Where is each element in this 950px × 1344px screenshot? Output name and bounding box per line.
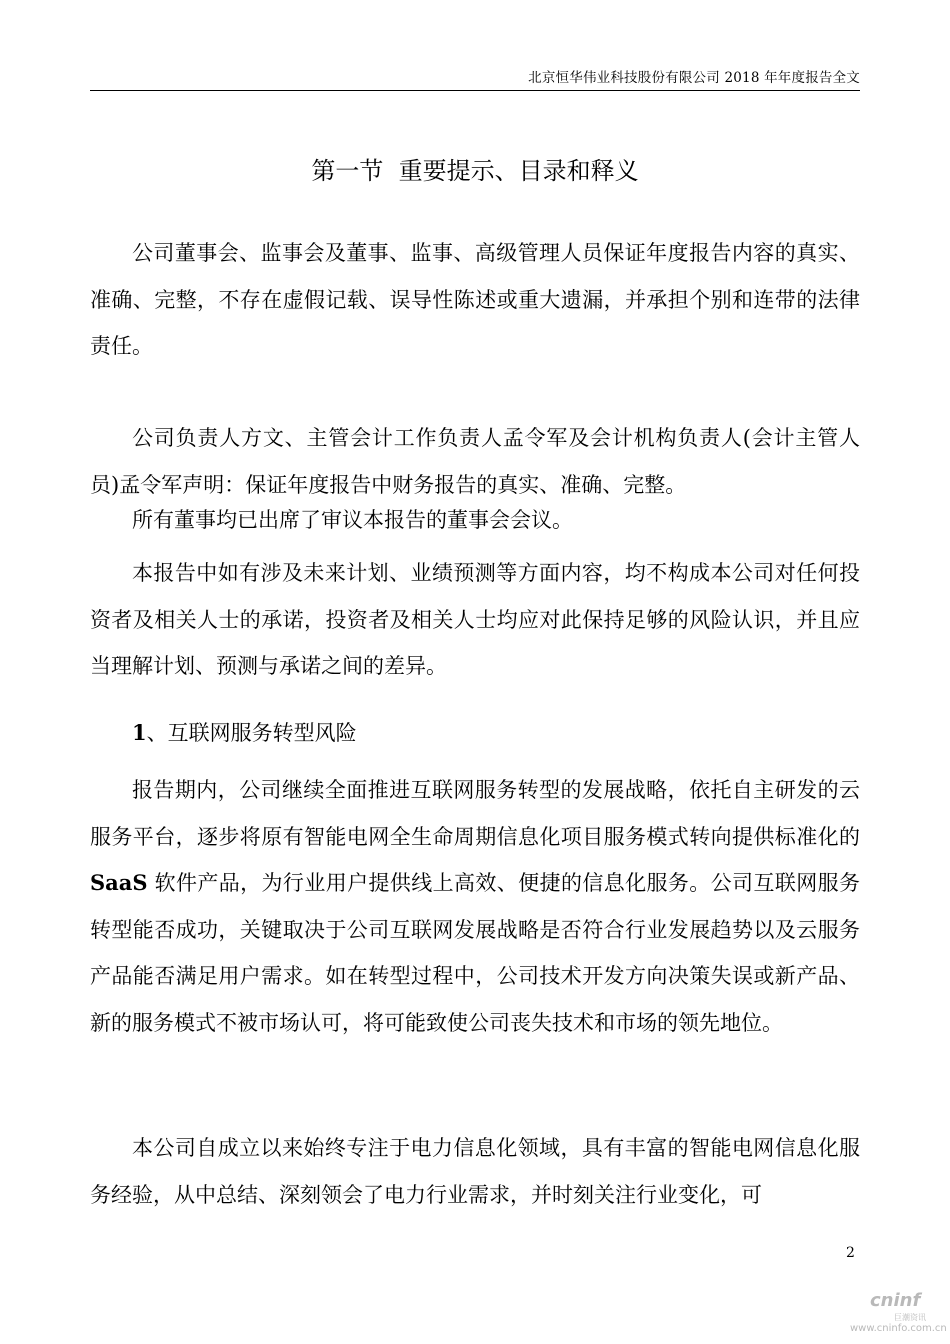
saas-term: SaaS (90, 870, 148, 895)
cninfo-logo: cninf (870, 1290, 921, 1311)
paragraph-responsible-persons: 公司负责人方文、主管会计工作负责人孟令军及会计机构负责人(会计主管人员)孟令军声明：保证年度报告中财务报告的真实、准确、完整。 (90, 426, 860, 497)
risk-heading (132, 710, 357, 757)
paragraph-company-focus: 本公司自成立以来始终专注于电力信息化领域，具有丰富的智能电网信息化服务经验，从中总结、深刻领会了电力行业需求，并时刻关注行业变化，可 (90, 1136, 860, 1207)
paragraph-text-part: 软件产品，为行业用户提供线上高效、便捷的信息化服务。公司互联网服务转型能否成功，关键取决于公司互联网发展战略是否符合行业发展趋势以及云服务产品能否满足用户需求。如在转型过程中，公司技术开发方向决策失误或新产品、新的服务模式不被市场认可，将可能致使公司丧失技术和市场的领先地位。 (90, 871, 860, 1035)
page-header (90, 60, 860, 91)
paragraph-internet-transformation (90, 767, 860, 1046)
risk-heading-number: 1 (132, 720, 147, 745)
report-header-title: 北京恒华伟业科技股份有限公司 2018 年年度报告全文 (528, 70, 860, 86)
paragraph-forward-looking: 本报告中如有涉及未来计划、业绩预测等方面内容，均不构成本公司对任何投资者及相关人士的承诺，投资者及相关人士均应对此保持足够的风险认识，并且应当理解计划、预测与承诺之间的差异。 (90, 561, 860, 678)
paragraph-text-part: 报告期内，公司继续全面推进互联网服务转型的发展战略，依托自主研发的云服务平台，逐步将原有智能电网全生命周期信息化项目服务模式转向提供标准化的 (90, 778, 860, 849)
paragraph-board-guarantee: 公司董事会、监事会及董事、监事、高级管理人员保证年度报告内容的真实、准确、完整，不存在虚假记载、误导性陈述或重大遗漏，并承担个别和连带的法律责任。 (90, 241, 860, 358)
section-title: 第一节 重要提示、目录和释义 (311, 157, 639, 185)
risk-heading-text: 、互联网服务转型风险 (146, 721, 357, 745)
paragraph-directors-attendance: 所有董事均已出席了审议本报告的董事会会议。 (132, 508, 573, 532)
cninfo-cn-name: 巨潮资讯 (894, 1313, 926, 1322)
cninfo-watermark (838, 1290, 948, 1340)
cninfo-url: www.cninfo.com.cn (850, 1323, 947, 1334)
page-number: 2 (846, 1245, 855, 1261)
